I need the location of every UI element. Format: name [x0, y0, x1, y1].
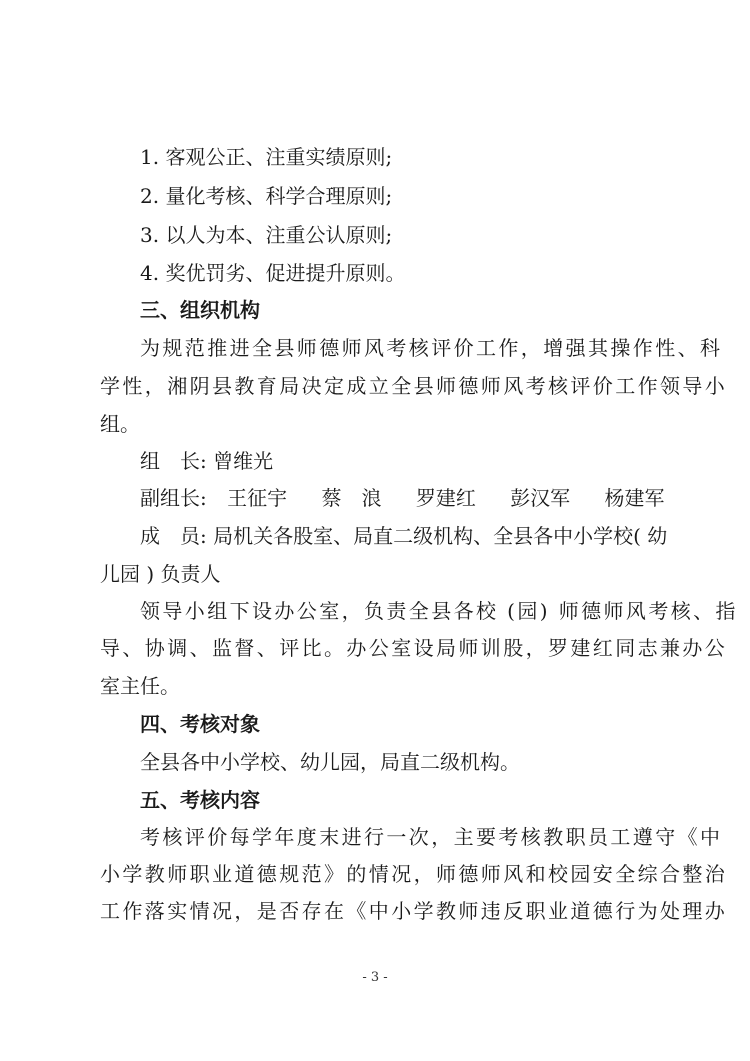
paragraph-line: 全县各中小学校、幼儿园，局直二级机构。	[140, 750, 520, 774]
deputy-name: 罗建红	[415, 486, 476, 510]
deputy-name: 彭汉军	[510, 486, 571, 510]
paragraph-line: 考核评价每学年度末进行一次，主要考核教职员工遵守《中	[140, 825, 723, 849]
section-heading-targets: 四、考核对象	[140, 712, 260, 736]
deputy-leaders-line	[140, 484, 665, 512]
group-leader-line: 组 长: 曾维光	[140, 449, 274, 473]
members-line: 成 员: 局机关各股室、局直二级机构、全县各中小学校( 幼	[140, 524, 668, 548]
deputy-name: 王征宇	[227, 486, 288, 510]
page-number: - 3 -	[362, 970, 388, 985]
deputy-name: 杨建军	[604, 486, 665, 510]
paragraph-line: 室主任。	[100, 674, 180, 698]
paragraph-line: 学性，湘阴县教育局决定成立全县师德师风考核评价工作领导小	[100, 374, 728, 398]
paragraph-line: 工作落实情况，是否存在《中小学教师违反职业道德行为处理办	[100, 899, 728, 923]
paragraph-line: 领导小组下设办公室，负责全县各校 (园) 师德师风考核、指	[140, 599, 738, 623]
paragraph-line: 导、协调、监督、评比。办公室设局师训股，罗建红同志兼办公	[100, 636, 728, 660]
principle-1: 1. 客观公正、注重实绩原则;	[140, 145, 393, 169]
principle-4: 4. 奖优罚劣、促进提升原则。	[140, 261, 406, 285]
section-heading-organization: 三、组织机构	[140, 298, 260, 322]
principle-3: 3. 以人为本、注重公认原则;	[140, 223, 393, 247]
paragraph-line: 为规范推进全县师德师风考核评价工作，增强其操作性、科	[140, 336, 723, 360]
members-line-cont: 儿园 ) 负责人	[100, 562, 221, 586]
principle-2: 2. 量化考核、科学合理原则;	[140, 184, 393, 208]
deputy-label: 副组长:	[140, 486, 207, 510]
paragraph-line: 小学教师职业道德规范》的情况，师德师风和校园安全综合整治	[100, 862, 728, 886]
deputy-name: 蔡 浪	[321, 486, 382, 510]
paragraph-line: 组。	[100, 412, 140, 436]
section-heading-content: 五、考核内容	[140, 788, 260, 812]
